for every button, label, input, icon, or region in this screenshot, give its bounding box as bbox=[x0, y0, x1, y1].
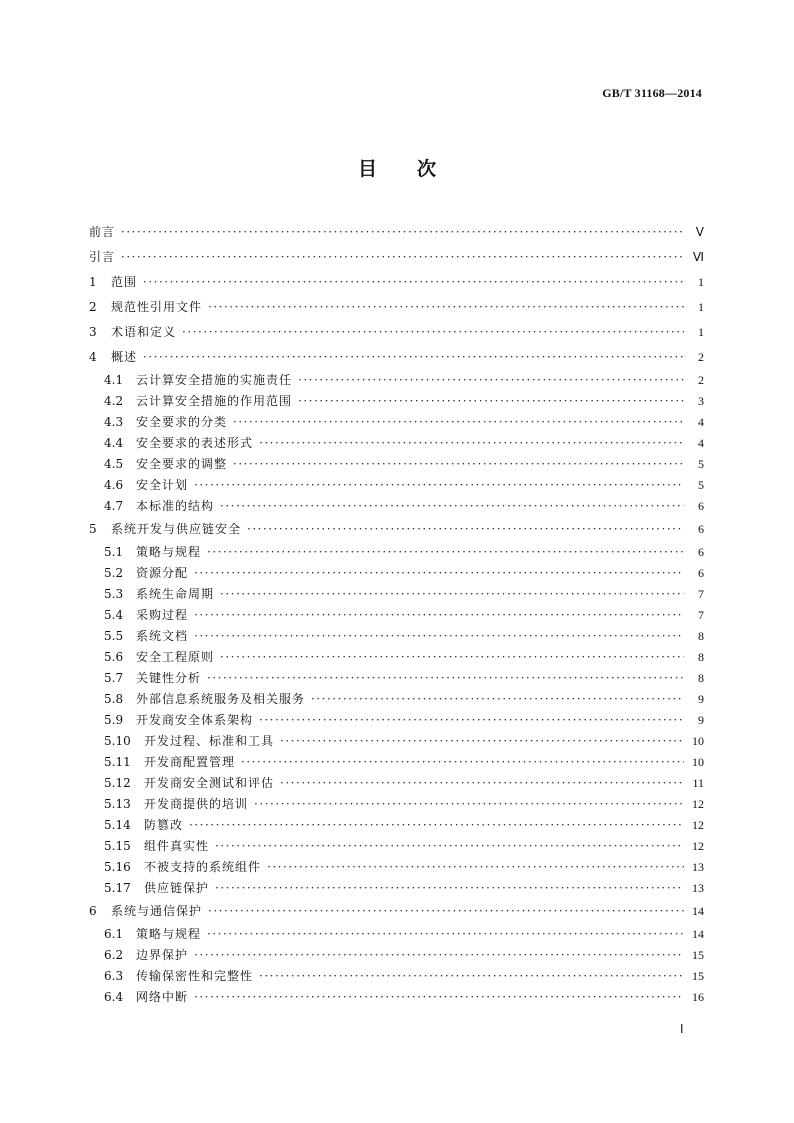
dot-leader bbox=[194, 563, 684, 584]
toc-entry-page: 4 bbox=[698, 436, 704, 450]
toc-entry[interactable] bbox=[89, 517, 704, 542]
toc-entry-title: 开发商提供的培训 bbox=[144, 797, 249, 811]
toc-entry-page: 13 bbox=[692, 881, 704, 895]
toc-entry-number: 3 bbox=[89, 325, 97, 339]
toc-entry[interactable] bbox=[89, 391, 704, 412]
toc-entry-title: 策略与规程 bbox=[136, 927, 202, 941]
toc-entry-number: 5.5 bbox=[104, 629, 124, 643]
toc-entry-number: 5.12 bbox=[104, 776, 131, 790]
toc-entry-number: 4.3 bbox=[104, 415, 124, 429]
toc-entry-page: 6 bbox=[698, 522, 704, 536]
toc-entry-page: 4 bbox=[698, 415, 704, 429]
dot-leader bbox=[207, 542, 684, 563]
table-of-contents bbox=[89, 220, 704, 1008]
toc-entry-title: 开发商安全体系架构 bbox=[136, 713, 254, 727]
toc-entry[interactable] bbox=[89, 924, 704, 945]
toc-entry-page: 8 bbox=[698, 650, 704, 664]
toc-entry-number: 5.6 bbox=[104, 650, 124, 664]
toc-entry[interactable] bbox=[89, 626, 704, 647]
toc-entry-page: 14 bbox=[692, 927, 704, 941]
toc-entry[interactable] bbox=[89, 794, 704, 815]
toc-entry-page: 1 bbox=[698, 325, 704, 339]
toc-entry-page: 8 bbox=[698, 629, 704, 643]
dot-leader bbox=[247, 517, 684, 542]
toc-entry-number: 6.2 bbox=[104, 948, 124, 962]
toc-entry-title: 概述 bbox=[111, 350, 138, 364]
toc-entry-number: 5.14 bbox=[104, 818, 131, 832]
toc-entry-title: 开发商安全测试和评估 bbox=[144, 776, 275, 790]
dot-leader bbox=[220, 647, 684, 668]
dot-leader bbox=[267, 857, 684, 878]
toc-entry[interactable] bbox=[89, 433, 704, 454]
toc-entry-page: 12 bbox=[692, 818, 704, 832]
toc-entry-page: 3 bbox=[698, 394, 704, 408]
toc-entry-page: 9 bbox=[698, 713, 704, 727]
toc-entry-page: 6 bbox=[698, 545, 704, 559]
toc-entry-page: 7 bbox=[698, 587, 704, 601]
toc-entry[interactable] bbox=[89, 815, 704, 836]
toc-entry[interactable] bbox=[89, 454, 704, 475]
toc-entry[interactable] bbox=[89, 345, 704, 370]
dot-leader bbox=[298, 391, 684, 412]
dot-leader bbox=[121, 245, 684, 270]
toc-entry-title: 术语和定义 bbox=[111, 325, 177, 339]
toc-entry[interactable] bbox=[89, 987, 704, 1008]
toc-entry-number: 5 bbox=[89, 522, 97, 536]
dot-leader bbox=[208, 899, 684, 924]
dot-leader bbox=[194, 475, 684, 496]
dot-leader bbox=[208, 295, 684, 320]
dot-leader bbox=[220, 584, 684, 605]
toc-entry-number: 5.9 bbox=[104, 713, 124, 727]
toc-entry-title: 安全要求的调整 bbox=[136, 457, 228, 471]
toc-entry-number: 6.3 bbox=[104, 969, 124, 983]
footer-page-number: Ⅰ bbox=[680, 1022, 684, 1036]
toc-entry-page: 12 bbox=[692, 839, 704, 853]
toc-entry[interactable] bbox=[89, 295, 704, 320]
toc-entry[interactable] bbox=[89, 899, 704, 924]
toc-entry[interactable] bbox=[89, 605, 704, 626]
dot-leader bbox=[280, 731, 684, 752]
toc-entry-title: 不被支持的系统组件 bbox=[144, 860, 262, 874]
toc-entry-title: 供应链保护 bbox=[144, 881, 210, 895]
toc-entry-page: 14 bbox=[692, 904, 704, 918]
toc-entry-page: 5 bbox=[698, 457, 704, 471]
toc-entry-title: 引言 bbox=[89, 250, 116, 264]
toc-entry-page: 7 bbox=[698, 608, 704, 622]
toc-entry-page: 2 bbox=[698, 373, 704, 387]
toc-entry-number: 5.8 bbox=[104, 692, 124, 706]
toc-entry-page: 10 bbox=[692, 734, 704, 748]
standard-code: GB/T 31168—2014 bbox=[602, 86, 702, 100]
toc-entry-number: 2 bbox=[89, 300, 97, 314]
toc-entry-number: 5.16 bbox=[104, 860, 131, 874]
dot-leader bbox=[233, 454, 684, 475]
toc-entry-number: 6 bbox=[89, 904, 97, 918]
toc-entry-number: 4.2 bbox=[104, 394, 124, 408]
toc-entry[interactable] bbox=[89, 945, 704, 966]
toc-entry-number: 5.11 bbox=[104, 755, 131, 769]
dot-leader bbox=[194, 987, 684, 1008]
dot-leader bbox=[194, 626, 684, 647]
toc-entry-page: 1 bbox=[698, 275, 704, 289]
toc-entry[interactable] bbox=[89, 857, 704, 878]
dot-leader bbox=[143, 270, 684, 295]
toc-entry-number: 4.1 bbox=[104, 373, 124, 387]
toc-entry-page: 5 bbox=[698, 478, 704, 492]
page-title: 目次 bbox=[357, 158, 476, 180]
toc-entry-page: 6 bbox=[698, 566, 704, 580]
toc-entry-number: 4 bbox=[89, 350, 97, 364]
toc-entry-number: 5.1 bbox=[104, 545, 124, 559]
toc-entry-title: 边界保护 bbox=[136, 948, 189, 962]
toc-entry-number: 5.17 bbox=[104, 881, 131, 895]
toc-entry-title: 前言 bbox=[89, 225, 116, 239]
toc-entry-number: 4.7 bbox=[104, 499, 124, 513]
toc-entry[interactable] bbox=[89, 647, 704, 668]
toc-entry[interactable] bbox=[89, 752, 704, 773]
toc-entry-title: 开发过程、标准和工具 bbox=[144, 734, 275, 748]
toc-entry-title: 关键性分析 bbox=[136, 671, 202, 685]
toc-entry-title: 网络中断 bbox=[136, 990, 189, 1004]
dot-leader bbox=[189, 815, 684, 836]
dot-leader bbox=[259, 710, 684, 731]
dot-leader bbox=[254, 794, 684, 815]
dot-leader bbox=[259, 433, 684, 454]
dot-leader bbox=[207, 668, 684, 689]
toc-entry-title: 系统生命周期 bbox=[136, 587, 215, 601]
toc-entry-title: 规范性引用文件 bbox=[111, 300, 203, 314]
toc-entry-title: 策略与规程 bbox=[136, 545, 202, 559]
dot-leader bbox=[215, 878, 684, 899]
toc-entry-title: 云计算安全措施的作用范围 bbox=[136, 394, 293, 408]
toc-entry-title: 系统文档 bbox=[136, 629, 189, 643]
toc-entry[interactable] bbox=[89, 966, 704, 987]
toc-entry[interactable] bbox=[89, 731, 704, 752]
dot-leader bbox=[207, 924, 684, 945]
toc-entry-title: 组件真实性 bbox=[144, 839, 210, 853]
toc-entry-title: 安全要求的分类 bbox=[136, 415, 228, 429]
dot-leader bbox=[298, 370, 684, 391]
toc-entry-page: 1 bbox=[698, 300, 704, 314]
toc-entry-number: 5.10 bbox=[104, 734, 131, 748]
toc-entry-title: 资源分配 bbox=[136, 566, 189, 580]
toc-entry-page: 8 bbox=[698, 671, 704, 685]
dot-leader bbox=[215, 836, 684, 857]
dot-leader bbox=[233, 412, 684, 433]
toc-entry[interactable] bbox=[89, 563, 704, 584]
toc-entry-number: 5.7 bbox=[104, 671, 124, 685]
toc-entry-title: 传输保密性和完整性 bbox=[136, 969, 254, 983]
toc-entry[interactable] bbox=[89, 475, 704, 496]
toc-entry[interactable] bbox=[89, 710, 704, 731]
toc-entry-page: 6 bbox=[698, 499, 704, 513]
dot-leader bbox=[143, 345, 684, 370]
toc-entry-page: 11 bbox=[692, 776, 704, 790]
toc-entry[interactable] bbox=[89, 668, 704, 689]
toc-entry-title: 外部信息系统服务及相关服务 bbox=[136, 692, 306, 706]
toc-entry-title: 系统与通信保护 bbox=[111, 904, 203, 918]
toc-entry[interactable] bbox=[89, 370, 704, 391]
dot-leader bbox=[220, 496, 684, 517]
toc-entry-title: 系统开发与供应链安全 bbox=[111, 522, 242, 536]
toc-entry-page: 10 bbox=[692, 755, 704, 769]
toc-entry-title: 采购过程 bbox=[136, 608, 189, 622]
dot-leader bbox=[280, 773, 684, 794]
toc-entry-number: 5.3 bbox=[104, 587, 124, 601]
toc-entry-page: 2 bbox=[698, 350, 704, 364]
toc-entry-title: 安全计划 bbox=[136, 478, 189, 492]
toc-entry-number: 4.4 bbox=[104, 436, 124, 450]
toc-entry[interactable] bbox=[89, 878, 704, 899]
toc-entry-number: 5.4 bbox=[104, 608, 124, 622]
toc-entry-page: Ⅵ bbox=[692, 250, 704, 264]
dot-leader bbox=[182, 320, 684, 345]
toc-entry-number: 1 bbox=[89, 275, 97, 289]
dot-leader bbox=[241, 752, 684, 773]
toc-entry-page: 9 bbox=[698, 692, 704, 706]
toc-entry[interactable] bbox=[89, 773, 704, 794]
toc-entry-title: 本标准的结构 bbox=[136, 499, 215, 513]
toc-entry-page: 15 bbox=[692, 969, 704, 983]
dot-leader bbox=[121, 220, 684, 245]
toc-entry-title: 范围 bbox=[111, 275, 138, 289]
toc-entry-number: 5.13 bbox=[104, 797, 131, 811]
toc-entry[interactable] bbox=[89, 245, 704, 270]
toc-entry-title: 云计算安全措施的实施责任 bbox=[136, 373, 293, 387]
toc-entry-number: 6.1 bbox=[104, 927, 124, 941]
dot-leader bbox=[259, 966, 684, 987]
toc-entry[interactable] bbox=[89, 320, 704, 345]
toc-entry-number: 4.6 bbox=[104, 478, 124, 492]
toc-entry[interactable] bbox=[89, 689, 704, 710]
dot-leader bbox=[311, 689, 684, 710]
toc-entry[interactable] bbox=[89, 270, 704, 295]
toc-entry-title: 防篡改 bbox=[144, 818, 184, 832]
toc-entry-title: 安全要求的表述形式 bbox=[136, 436, 254, 450]
toc-entry[interactable] bbox=[89, 496, 704, 517]
toc-entry-number: 5.2 bbox=[104, 566, 124, 580]
toc-entry-number: 4.5 bbox=[104, 457, 124, 471]
toc-entry-page: Ⅴ bbox=[695, 225, 704, 239]
dot-leader bbox=[194, 945, 684, 966]
toc-entry-page: 12 bbox=[692, 797, 704, 811]
toc-entry-title: 开发商配置管理 bbox=[144, 755, 236, 769]
toc-entry-number: 6.4 bbox=[104, 990, 124, 1004]
toc-entry-page: 15 bbox=[692, 948, 704, 962]
toc-entry[interactable] bbox=[89, 584, 704, 605]
toc-entry[interactable] bbox=[89, 220, 704, 245]
toc-entry[interactable] bbox=[89, 412, 704, 433]
toc-entry[interactable] bbox=[89, 542, 704, 563]
toc-entry[interactable] bbox=[89, 836, 704, 857]
toc-entry-title: 安全工程原则 bbox=[136, 650, 215, 664]
toc-entry-page: 16 bbox=[692, 990, 704, 1004]
dot-leader bbox=[194, 605, 684, 626]
toc-entry-page: 13 bbox=[692, 860, 704, 874]
toc-entry-number: 5.15 bbox=[104, 839, 131, 853]
